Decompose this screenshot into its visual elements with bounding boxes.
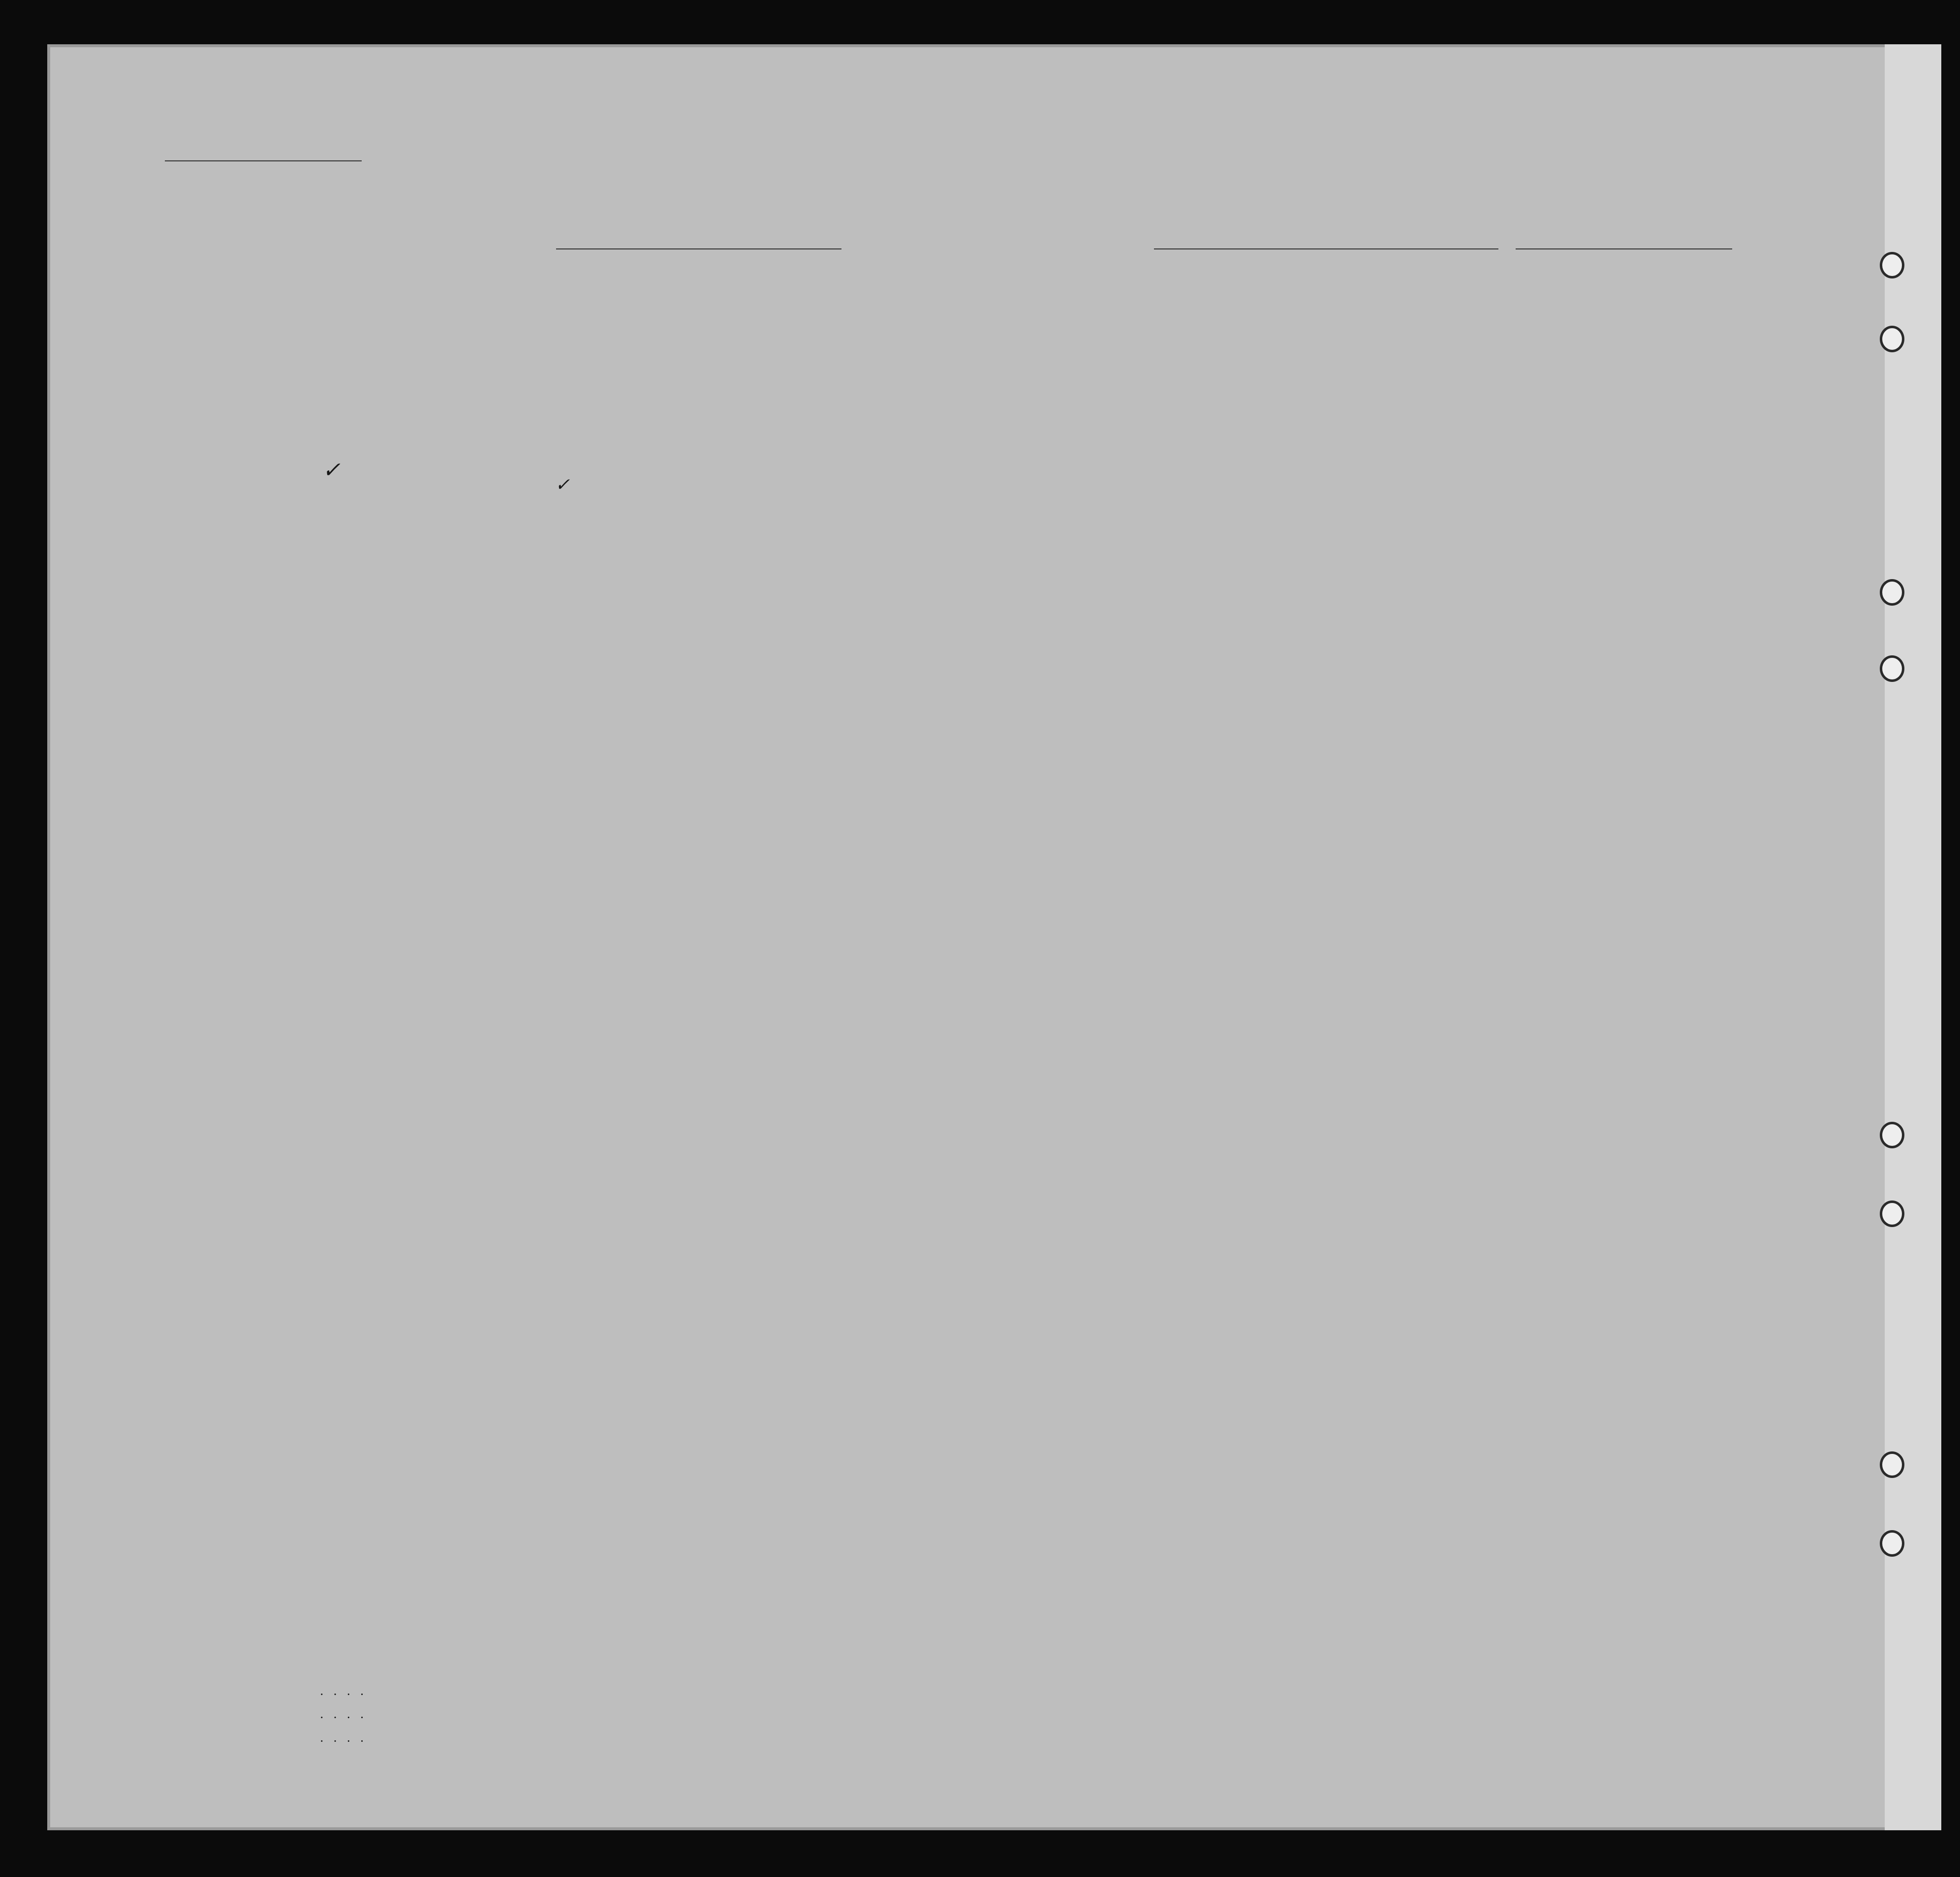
date-underline bbox=[1516, 248, 1732, 249]
leader-dots: . . . . bbox=[320, 1731, 367, 1745]
ship-underline bbox=[556, 248, 841, 249]
check-mark: ✓ bbox=[322, 458, 341, 483]
port-underline bbox=[1154, 248, 1498, 249]
leader-dots: . . . . bbox=[320, 1707, 367, 1721]
leader-dots: . . . . bbox=[320, 1684, 367, 1698]
age-check-mark: ✓ bbox=[555, 475, 570, 495]
list-underline bbox=[165, 160, 362, 161]
